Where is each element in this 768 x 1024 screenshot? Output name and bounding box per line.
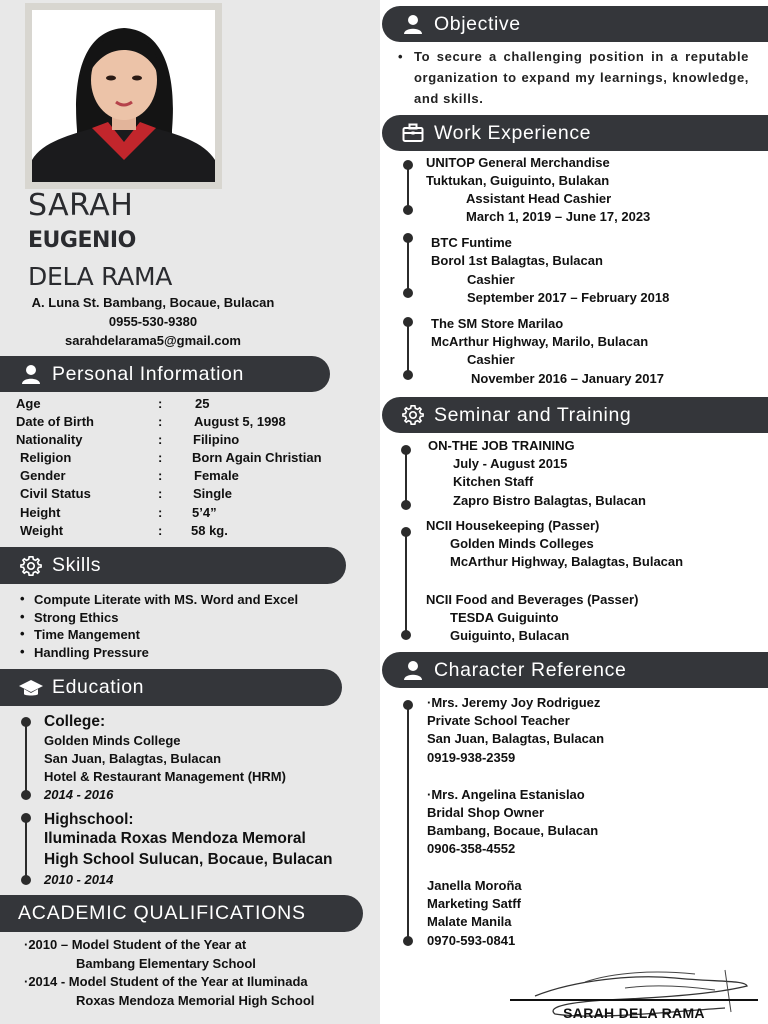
- info-separator: :: [158, 523, 163, 538]
- skills-title: Skills: [52, 554, 102, 576]
- list-item: • Compute Literate with MS. Word and Excel: [20, 592, 298, 610]
- timeline-dot: [403, 317, 413, 327]
- college-location: San Juan, Balagtas, Bulacan: [44, 751, 222, 766]
- academic-year: ·2010: [24, 937, 58, 952]
- objective-text: To secure a challenging position in a reputable organization to expand my learnings, knowledge, and skills.: [414, 49, 749, 106]
- timeline-dot: [403, 205, 413, 215]
- seminar-school: Golden Minds Colleges: [450, 536, 594, 551]
- profile-photo-frame: [25, 3, 222, 189]
- list-item: • Time Mangement: [20, 627, 298, 645]
- job-location: Tuktukan, Guiguinto, Bulakan: [426, 173, 610, 188]
- job-location: Borol 1st Balagtas, Bulacan: [431, 253, 603, 268]
- info-separator: :: [158, 432, 163, 447]
- highschool-label: Highschool:: [44, 811, 134, 828]
- profile-photo: [32, 10, 215, 182]
- timeline-line: [405, 450, 407, 505]
- info-separator: :: [158, 505, 163, 520]
- reference-address: San Juan, Balagtas, Bulacan: [427, 731, 605, 746]
- timeline-dot: [21, 875, 31, 885]
- timeline-dot: [403, 700, 413, 710]
- academic-item-2-school: Roxas Mendoza Memorial High School: [76, 993, 315, 1008]
- briefcase-icon: [400, 120, 426, 146]
- academic-award: – Model Student of the Year at: [57, 937, 247, 952]
- seminar-role: Kitchen Staff: [453, 474, 534, 489]
- academic-year: ·2014: [24, 974, 58, 989]
- info-row: [0, 505, 380, 523]
- job-dates: November 2016 – January 2017: [471, 371, 664, 386]
- timeline-dot: [21, 717, 31, 727]
- seminar-title-text: NCII Housekeeping (Passer): [426, 518, 600, 533]
- job-dates: March 1, 2019 – June 17, 2023: [466, 209, 651, 224]
- info-value: Female: [194, 468, 239, 483]
- signature-line: [510, 999, 758, 1001]
- work-experience-header: [382, 115, 768, 151]
- info-row: [0, 468, 380, 486]
- personal-info-header: [0, 356, 330, 392]
- gear-icon: [400, 402, 426, 428]
- education-title: Education: [52, 676, 145, 698]
- reference-name: Janella Moroña: [427, 878, 522, 893]
- job-dates: September 2017 – February 2018: [467, 290, 670, 305]
- info-value: Filipino: [193, 432, 240, 447]
- timeline-line: [405, 532, 407, 634]
- info-label: Height: [20, 505, 61, 520]
- timeline-line: [407, 165, 409, 210]
- objective-bullet: •: [398, 49, 403, 64]
- college-name: Golden Minds College: [44, 733, 181, 748]
- timeline-line: [25, 818, 27, 880]
- job-company: BTC Funtime: [431, 235, 512, 250]
- seminar-school: TESDA Guiguinto: [450, 610, 559, 625]
- info-row: [0, 396, 380, 414]
- skills-header: [0, 547, 346, 584]
- info-value: 25: [195, 396, 210, 411]
- info-value: 5’4”: [192, 505, 217, 520]
- list-item: • Strong Ethics: [20, 610, 298, 628]
- reference-name: ·Mrs. Angelina Estanislao: [427, 787, 585, 802]
- info-label: Civil Status: [20, 486, 91, 501]
- info-row: [0, 523, 380, 541]
- timeline-dot: [403, 936, 413, 946]
- info-row: [0, 414, 380, 432]
- info-label: Weight: [20, 523, 64, 538]
- info-label: Religion: [20, 450, 72, 465]
- academic-title: ACADEMIC QUALIFICATIONS: [18, 902, 306, 924]
- timeline-dot: [403, 233, 413, 243]
- work-experience-title: Work Experience: [434, 121, 592, 144]
- list-item: • Handling Pressure: [20, 645, 298, 663]
- timeline-line: [407, 705, 409, 941]
- timeline-line: [25, 722, 27, 794]
- timeline-dot: [401, 630, 411, 640]
- highschool-years: 2010 - 2014: [44, 872, 114, 887]
- academic-item-1: [24, 936, 246, 954]
- info-separator: :: [158, 450, 163, 465]
- phone-text: 0955-530-9380: [108, 314, 198, 329]
- info-row: [0, 450, 380, 468]
- last-name: DELA RAMA: [28, 262, 173, 291]
- person-icon: [400, 11, 426, 37]
- info-label: Nationality: [16, 432, 83, 447]
- job-location: McArthur Highway, Marilo, Bulacan: [431, 334, 649, 349]
- seminar-venue: Guiguinto, Bulacan: [450, 628, 570, 643]
- timeline-dot: [401, 445, 411, 455]
- info-value: 58 kg.: [191, 523, 228, 538]
- reference-title: Character Reference: [434, 658, 627, 681]
- person-icon: [18, 361, 44, 387]
- gear-icon: [18, 553, 44, 579]
- first-name: SARAH: [28, 188, 134, 223]
- info-row: [0, 432, 380, 450]
- info-label: Gender: [20, 468, 66, 483]
- timeline-dot: [403, 288, 413, 298]
- timeline-dot: [403, 370, 413, 380]
- info-value: August 5, 1998: [194, 414, 286, 429]
- seminar-header: [382, 397, 768, 433]
- reference-phone: 0970-593-0841: [427, 933, 516, 948]
- academic-award: - Model Student of the Year at Iluminada: [57, 974, 308, 989]
- academic-item-2: [24, 973, 308, 991]
- info-label: Age: [16, 396, 41, 411]
- reference-job: Private School Teacher: [427, 713, 570, 728]
- college-years: 2014 - 2016: [44, 787, 114, 802]
- person-icon: [400, 657, 426, 683]
- seminar-title-text: ON-THE JOB TRAINING: [428, 438, 575, 453]
- timeline-line: [407, 238, 409, 293]
- reference-address: Malate Manila: [427, 914, 512, 929]
- seminar-date: July - August 2015: [453, 456, 568, 471]
- portrait-illustration: [32, 10, 215, 182]
- skills-list: [20, 592, 298, 662]
- info-separator: :: [158, 486, 163, 501]
- info-separator: :: [158, 414, 163, 429]
- timeline-line: [407, 322, 409, 375]
- seminar-title: Seminar and Training: [434, 403, 632, 426]
- seminar-venue: Zapro Bistro Balagtas, Bulacan: [453, 493, 646, 508]
- email-text: sarahdelarama5@gmail.com: [65, 333, 241, 348]
- middle-name: EUGENIO: [28, 228, 136, 253]
- academic-header: [0, 895, 363, 932]
- job-company: The SM Store Marilao: [431, 316, 564, 331]
- reference-phone: 0919-938-2359: [427, 750, 516, 765]
- objective-title: Objective: [434, 12, 521, 35]
- timeline-dot: [401, 527, 411, 537]
- personal-info-title: Personal Information: [52, 362, 244, 385]
- info-value: Single: [193, 486, 233, 501]
- reference-header: [382, 652, 768, 688]
- seminar-venue: McArthur Highway, Balagtas, Bulacan: [450, 554, 684, 569]
- education-header: [0, 669, 342, 706]
- reference-phone: 0906-358-4552: [427, 841, 516, 856]
- job-position: Cashier: [467, 352, 515, 367]
- objective-header: [382, 6, 768, 42]
- job-company: UNITOP General Merchandise: [426, 155, 610, 170]
- highschool-location: High School Sulucan, Bocaue, Bulacan: [44, 851, 333, 868]
- highschool-name: Iluminada Roxas Mendoza Memoral: [44, 830, 306, 847]
- reference-job: Bridal Shop Owner: [427, 805, 545, 820]
- job-position: Cashier: [467, 272, 515, 287]
- signature-name: SARAH DELA RAMA: [563, 1005, 705, 1021]
- info-row: [0, 486, 380, 504]
- reference-name: ·Mrs. Jeremy Joy Rodriguez: [427, 695, 601, 710]
- academic-item-1-school: Bambang Elementary School: [76, 956, 256, 971]
- job-position: Assistant Head Cashier: [466, 191, 612, 206]
- timeline-dot: [21, 813, 31, 823]
- info-value: Born Again Christian: [192, 450, 322, 465]
- college-label: College:: [44, 713, 106, 730]
- reference-address: Bambang, Bocaue, Bulacan: [427, 823, 599, 838]
- timeline-dot: [21, 790, 31, 800]
- college-course: Hotel & Restaurant Management (HRM): [44, 769, 286, 784]
- timeline-dot: [401, 500, 411, 510]
- graduation-cap-icon: [18, 675, 44, 701]
- info-separator: :: [158, 396, 163, 411]
- address-text: A. Luna St. Bambang, Bocaue, Bulacan: [31, 295, 275, 310]
- seminar-title-text: NCII Food and Beverages (Passer): [426, 592, 639, 607]
- timeline-dot: [403, 160, 413, 170]
- info-label: Date of Birth: [16, 414, 94, 429]
- reference-job: Marketing Satff: [427, 896, 521, 911]
- info-separator: :: [158, 468, 163, 483]
